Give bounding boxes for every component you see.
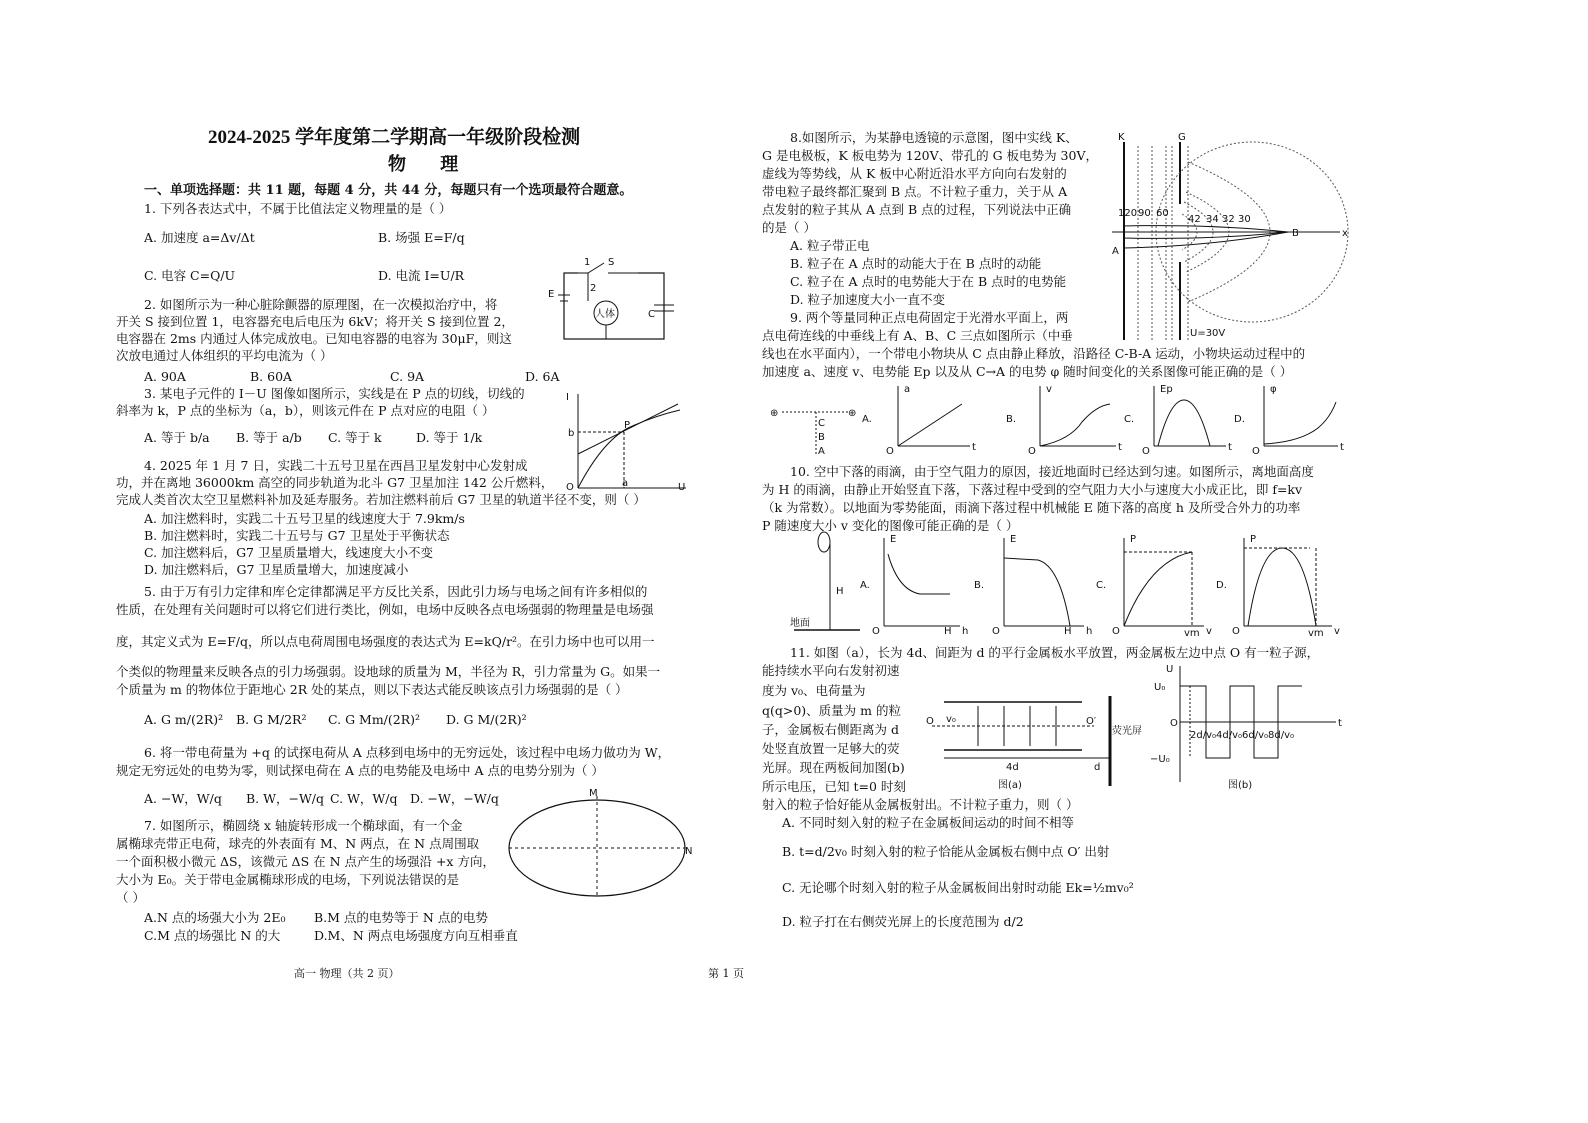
question-5-line: 5. 由于万有引力定律和库仑定律都满足平方反比关系，因此引力场与电场之间有许多相似的 <box>144 584 648 599</box>
q7-option-c: C.M 点的场强比 N 的大 <box>144 928 281 943</box>
q9-option-a: A. <box>862 414 872 425</box>
q9-axis: v <box>1046 384 1052 395</box>
q10-h: H <box>944 626 952 637</box>
q10-option-a: A. <box>860 580 870 591</box>
question-7-line: 7. 如图所示，椭圆绕 x 轴旋转形成一个椭球面，有一个金 <box>144 818 463 833</box>
q11-option-c: C. 无论哪个时刻入射的粒子从金属板间出射时动能 Ek=½mv₀² <box>782 880 1134 895</box>
q11-cap-a: 图(a) <box>998 780 1022 791</box>
q3-option-d: D. 等于 1/k <box>416 430 483 445</box>
q11-axis-u: U <box>1166 664 1174 675</box>
q9-axis: a <box>904 384 911 395</box>
q9-option-d: D. <box>1234 414 1245 425</box>
q10-figures <box>780 530 1354 640</box>
question-11-line: 处竖直放置一足够大的荧 <box>762 741 900 756</box>
ellipsoid-diagram <box>505 790 695 900</box>
q10-axis-p: P <box>1130 534 1137 545</box>
q10-option-d: D. <box>1216 580 1227 591</box>
electrostatic-lens-diagram <box>1112 132 1350 344</box>
q3-option-a: A. 等于 b/a <box>144 430 210 445</box>
question-5-line: 度，其定义式为 E=F/q，所以点电荷周围电场强度的表达式为 E=kQ/r²。在引力场中也可以用一 <box>116 634 655 649</box>
q2-label-1: 1 <box>584 257 591 268</box>
q8-level: 32 <box>1222 214 1235 225</box>
question-9-line: 9. 两个等量同种正点电荷固定于光滑水平面上，两 <box>790 310 1069 325</box>
q7-point-n: N <box>685 846 693 857</box>
q8-point-b: B <box>1292 228 1299 239</box>
question-11-line: q(q>0)、质量为 m 的粒 <box>762 703 901 718</box>
q9-origin: O <box>1142 446 1150 457</box>
q6-option-a: A. −W，W/q <box>144 791 222 806</box>
question-3-line: 斜率为 k，P 点的坐标为（a，b），则该元件在 P 点对应的电阻（ ） <box>116 403 495 418</box>
q10-axis-h: h <box>1086 626 1093 637</box>
q3-origin: O <box>566 482 574 493</box>
q9-option-b: B. <box>1006 414 1017 425</box>
question-6-line: 规定无穷远处的电势为零，则试探电荷在 A 点的电势能及电场中 A 点的电势分别为（ ） <box>116 763 604 778</box>
q3-option-b: B. 等于 a/b <box>236 430 302 445</box>
question-11-line: 光屏。现在两板间加图(b) <box>762 760 905 775</box>
q2-option-b: B. 60A <box>250 369 293 384</box>
question-10-line: P 随速度大小 v 变化的图像可能正确的是（ ） <box>762 518 1019 533</box>
question-5-line: 性质，在处理有关问题时可以将它们进行类比，例如，电场中反映各点电场强弱的物理量是电场强 <box>116 602 654 617</box>
question-1-stem: 1. 下列各表达式中，不属于比值法定义物理量的是（ ） <box>144 201 452 216</box>
question-4-line: 4. 2025 年 1 月 7 日，实践二十五号卫星在西昌卫星发射中心发射成 <box>144 458 528 473</box>
q10-h: H <box>1064 626 1072 637</box>
q11-nu0: −U₀ <box>1150 754 1170 765</box>
footer-left: 高一 物理（共 2 页） <box>294 967 400 980</box>
q11-tick: 4d/v₀ <box>1216 730 1243 741</box>
q10-origin: O <box>872 626 880 637</box>
q2-label-2: 2 <box>590 283 597 294</box>
q9-origin: O <box>1252 446 1260 457</box>
q7-point-m: M <box>589 788 598 799</box>
iu-graph <box>562 392 692 492</box>
question-8-line: 虚线为等势线，从 K 板中心附近沿水平方向向右发射的 <box>762 166 1067 181</box>
question-10-line: 为 H 的雨滴，由静止开始竖直下落，下落过程中受到的空气阻力大小与速度大小成正比，即 f=kv <box>762 482 1303 497</box>
question-11-line: 射入的粒子恰好能从金属板射出。不计粒子重力，则（ ） <box>762 797 1079 812</box>
q2-label-e: E <box>548 289 555 300</box>
q7-option-d: D.M、N 两点电场强度方向互相垂直 <box>314 928 518 943</box>
q8-label-g: G <box>1178 132 1186 143</box>
q2-label-s: S <box>608 257 615 268</box>
q8-level: 120 <box>1118 208 1138 219</box>
q10-axis-p: P <box>1250 534 1257 545</box>
q2-option-a: A. 90A <box>144 369 186 384</box>
question-10-line: 10. 空中下落的雨滴，由于空气阻力的原因，接近地面时已经达到匀速。如图所示，离地面高度 <box>790 464 1314 479</box>
q11-figure-b <box>1150 662 1350 790</box>
q8-label-k: K <box>1118 132 1125 143</box>
q10-vm: vm <box>1308 628 1324 639</box>
section-heading: 一、单项选择题：共 11 题，每题 4 分，共 44 分，每题只有一个选项最符合题意。 <box>144 183 633 198</box>
q8-point-a: A <box>1112 246 1119 257</box>
q6-option-c: C. W，W/q <box>330 791 398 806</box>
q8-level: 90 <box>1138 208 1151 219</box>
question-9-line: 加速度 a、速度 v、电势能 Ep 以及从 C→A 的电势 φ 随时间变化的关系图像可能正确的是（ ） <box>762 364 1293 379</box>
q2-label-c: C <box>648 309 655 320</box>
q10-origin: O <box>1232 626 1240 637</box>
q11-u0: U₀ <box>1154 682 1166 693</box>
q4-option-b: B. 加注燃料时，实践二十五号与 G7 卫星处于平衡状态 <box>144 528 450 543</box>
q8-level: 60 <box>1156 208 1169 219</box>
q11-option-d: D. 粒子打在右侧荧光屏上的长度范围为 d/2 <box>782 914 1024 929</box>
q8-bottom-label: U=30V <box>1190 328 1226 339</box>
q2-option-c: C. 9A <box>390 369 425 384</box>
q9-origin: O <box>1028 446 1036 457</box>
q10-vm: vm <box>1184 628 1200 639</box>
q8-level: 34 <box>1206 214 1219 225</box>
q11-tick: 2d/v₀ <box>1190 730 1217 741</box>
footer-page-number: 第 1 页 <box>708 967 744 980</box>
q10-option-b: B. <box>974 580 985 591</box>
subject-title: 物 理 <box>388 154 473 175</box>
q9-point-a: A <box>818 446 825 457</box>
question-8-line: 8.如图所示，为某静电透镜的示意图，图中实线 K、 <box>790 130 1078 145</box>
q11-screen: 荧光屏 <box>1112 726 1142 737</box>
question-4-line: 功，并在离地 36000km 高空的同步轨道为北斗 G7 卫星加注 142 公斤燃料， <box>116 475 554 490</box>
q8-option-d: D. 粒子加速度大小一直不变 <box>790 292 946 307</box>
q1-option-a: A. 加速度 a=Δv/Δt <box>144 230 255 245</box>
question-7-line: 一个面积极小微元 ΔS，该微元 ΔS 在 N 点产生的场强沿 +x 方向， <box>116 854 495 869</box>
q10-ground: 地面 <box>790 618 810 629</box>
q11-origin: O <box>1170 718 1178 729</box>
q10-origin: O <box>992 626 1000 637</box>
q8-option-a: A. 粒子带正电 <box>790 238 870 253</box>
q8-option-c: C. 粒子在 A 点时的电势能大于在 B 点时的电势能 <box>790 274 1067 289</box>
q6-option-b: B. W，−W/q <box>246 791 325 806</box>
q11-figure-a <box>922 694 1142 792</box>
q3-option-c: C. 等于 k <box>328 430 382 445</box>
q9-point-b: B <box>818 432 825 443</box>
question-8-line: 的是（ ） <box>762 220 816 235</box>
q9-axis: φ <box>1270 384 1277 395</box>
q11-tick: 8d/v₀ <box>1268 730 1295 741</box>
q1-option-b: B. 场强 E=F/q <box>378 230 465 245</box>
question-4-line: 完成人类首次太空卫星燃料补加及延寿服务。若加注燃料前后 G7 卫星的轨道半径不变，则（ ） <box>116 492 646 507</box>
q4-option-a: A. 加注燃料时，实践二十五号卫星的线速度大于 7.9km/s <box>144 511 465 526</box>
question-10-line: （k 为常数）。以地面为零势能面，雨滴下落过程中机械能 E 随下落的高度 h 及所受合外力的功率 <box>762 500 1301 515</box>
q7-option-b: B.M 点的电势等于 N 点的电势 <box>314 910 488 925</box>
q9-figures <box>770 382 1350 458</box>
q9-charge-left: ⊕ <box>770 408 779 419</box>
q4-option-d: D. 加注燃料后，G7 卫星质量增大，加速度减小 <box>144 562 409 577</box>
q8-level: 42 <box>1188 214 1201 225</box>
q11-cap-b: 图(b) <box>1228 780 1253 791</box>
q10-option-c: C. <box>1096 580 1107 591</box>
q7-option-a: A.N 点的场强大小为 2E₀ <box>144 910 286 925</box>
q2-option-d: D. 6A <box>525 369 560 384</box>
question-8-line: G 是电极板，K 板电势为 120V、带孔的 G 板电势为 30V， <box>762 148 1098 163</box>
q11-gap: d <box>1094 762 1101 773</box>
q5-option-a: A. G m/(2R)² <box>144 712 224 727</box>
q10-height: H <box>836 586 844 597</box>
q10-axis-e: E <box>1010 534 1017 545</box>
question-11-line: 所示电压，已知 t=0 时刻 <box>762 779 906 794</box>
q9-charge-right: ⊕ <box>848 408 857 419</box>
q9-axis-t: t <box>1340 442 1344 453</box>
q6-option-d: D. −W，−W/q <box>410 791 499 806</box>
q9-axis: Ep <box>1160 384 1173 395</box>
q10-axis-e: E <box>890 534 897 545</box>
q5-option-d: D. G M/(2R)² <box>446 712 527 727</box>
question-11-line: 能持续水平向右发射初速 <box>762 663 900 678</box>
question-11-line: 度为 v₀、电荷量为 <box>762 683 866 698</box>
q10-axis-v: v <box>1206 626 1212 637</box>
q11-axis-t: t <box>1338 718 1342 729</box>
question-7-line: 属椭球壳带正电荷，球壳的外表面有 M、N 两点，在 N 点周围取 <box>116 836 480 851</box>
question-6-line: 6. 将一带电荷量为 +q 的试探电荷从 A 点移到电场中的无穷远处，该过程中电场力做功为 W， <box>144 745 671 760</box>
question-7-line: 大小为 E₀。关于带电金属椭球形成的电场，下列说法错误的是 <box>116 872 460 887</box>
q11-o2: O′ <box>1086 716 1097 727</box>
page-title: 2024-2025 学年度第二学期高一年级阶段检测 <box>208 127 581 148</box>
question-8-line: 点发射的粒子其从 A 点到 B 点的过程，下列说法中正确 <box>762 202 1072 217</box>
q2-label-body: 人体 <box>595 309 615 320</box>
q9-axis-t: t <box>972 442 976 453</box>
q5-option-b: B. G M/2R² <box>236 712 307 727</box>
q3-axis-i: I <box>566 392 569 403</box>
question-11-line: 11. 如图（a），长为 4d、间距为 d 的平行金属板水平放置，两金属板左边中点 O 有一粒子源， <box>790 645 1320 660</box>
question-5-line: 个质量为 m 的物体位于距地心 2R 处的某点，则以下表达式能反映该点引力场强弱的是（ ） <box>116 682 628 697</box>
question-11-line: 子，金属板右侧距离为 d <box>762 722 899 737</box>
q4-option-c: C. 加注燃料后，G7 卫星质量增大，线速度大小不变 <box>144 545 433 560</box>
q1-option-c: C. 电容 C=Q/U <box>144 268 236 283</box>
q11-len: 4d <box>1006 762 1019 773</box>
q10-origin: O <box>1112 626 1120 637</box>
question-2-line: 开关 S 接到位置 1，电容器充电后电压为 6kV；将开关 S 接到位置 2， <box>116 314 514 329</box>
q3-axis-u: U <box>678 482 686 493</box>
q8-option-b: B. 粒子在 A 点时的动能大于在 B 点时的动能 <box>790 256 1042 271</box>
q3-mark-b: b <box>568 428 575 439</box>
question-8-line: 带电粒子最终都汇聚到 B 点。不计粒子重力，关于从 A <box>762 184 1068 199</box>
q5-option-c: C. G Mm/(2R)² <box>328 712 421 727</box>
question-5-line: 个类似的物理量来反映各点的引力场强弱。设地球的质量为 M，半径为 R，引力常量为 G。如果一 <box>116 664 661 679</box>
q8-level: 30 <box>1238 214 1251 225</box>
q9-axis-t: t <box>1228 442 1232 453</box>
q9-axis-t: t <box>1118 442 1122 453</box>
q11-v0: v₀ <box>946 714 956 725</box>
q11-o: O <box>926 716 934 727</box>
q11-tick: 6d/v₀ <box>1242 730 1269 741</box>
q9-option-c: C. <box>1124 414 1135 425</box>
q3-mark-a: a <box>622 478 629 489</box>
q3-point-p: P <box>624 420 631 431</box>
q9-origin: O <box>886 446 894 457</box>
q10-axis-v: v <box>1334 626 1340 637</box>
q9-point-c: C <box>818 418 825 429</box>
q10-axis-h: h <box>962 626 969 637</box>
q11-option-a: A. 不同时刻入射的粒子在金属板间运动的时间不相等 <box>782 815 1074 830</box>
question-2-line: 电容器在 2ms 内通过人体完成放电。已知电容器的电容为 30μF，则这 <box>116 331 512 346</box>
question-9-line: 线也在水平面内），一个带电小物块从 C 点由静止释放，沿路径 C-B-A 运动，小物块运动过程中的 <box>762 346 1306 361</box>
question-2-line: 2. 如图所示为一种心脏除颤器的原理图，在一次模拟治疗中，将 <box>144 297 498 312</box>
question-3-line: 3. 某电子元件的 I－U 图像如图所示，实线是在 P 点的切线，切线的 <box>144 386 525 401</box>
question-9-line: 点电荷连线的中垂线上有 A、B、C 三点如图所示（中垂 <box>762 328 1073 343</box>
q8-axis-x: x <box>1342 228 1348 239</box>
q11-option-b: B. t=d/2v₀ 时刻入射的粒子恰能从金属板右侧中点 O′ 出射 <box>782 844 1110 859</box>
question-2-line: 次放电通过人体组织的平均电流为（ ） <box>116 348 333 363</box>
q1-option-d: D. 电流 I=U/R <box>378 268 465 283</box>
question-7-line: （ ） <box>116 890 145 905</box>
defibrillator-circuit-diagram <box>548 255 678 355</box>
